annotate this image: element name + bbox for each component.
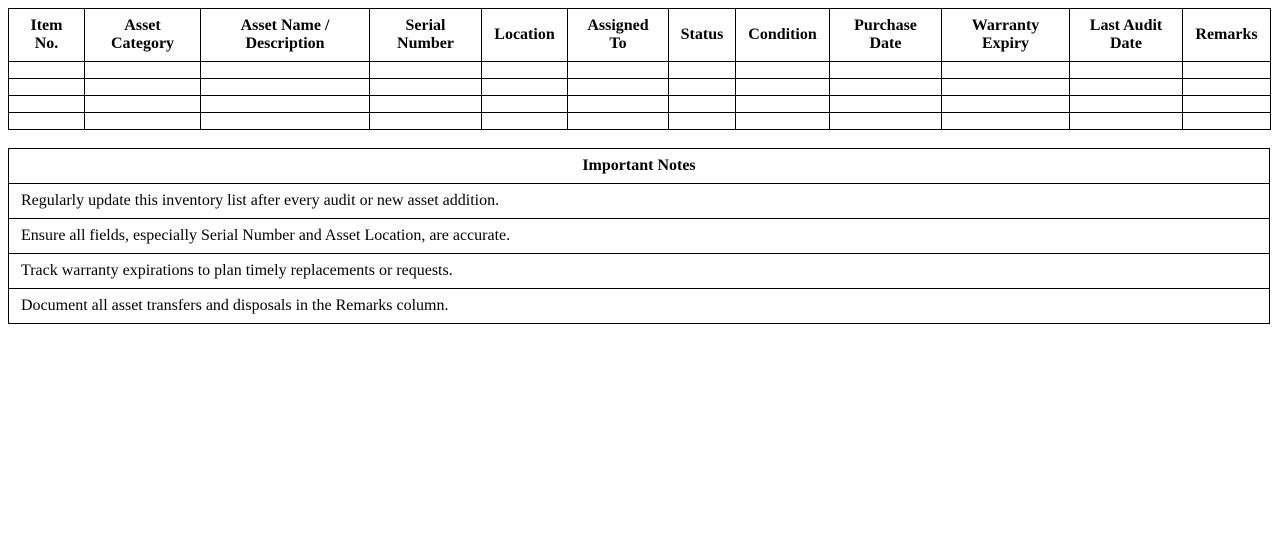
column-header-serial-number: Serial Number bbox=[370, 9, 482, 62]
note-row bbox=[9, 219, 1270, 254]
table-cell[interactable] bbox=[482, 113, 568, 130]
table-cell[interactable] bbox=[201, 113, 370, 130]
notes-header-row bbox=[9, 149, 1270, 184]
table-cell[interactable] bbox=[85, 113, 201, 130]
table-row bbox=[9, 113, 1271, 130]
table-cell[interactable] bbox=[370, 62, 482, 79]
table-cell[interactable] bbox=[1070, 79, 1183, 96]
table-cell[interactable] bbox=[1183, 79, 1271, 96]
table-cell[interactable] bbox=[669, 113, 736, 130]
column-header-asset-category: Asset Category bbox=[85, 9, 201, 62]
column-header-purchase-date: Purchase Date bbox=[830, 9, 942, 62]
table-cell[interactable] bbox=[736, 79, 830, 96]
table-cell[interactable] bbox=[370, 113, 482, 130]
table-cell[interactable] bbox=[201, 62, 370, 79]
table-cell[interactable] bbox=[830, 62, 942, 79]
table-cell[interactable] bbox=[1070, 62, 1183, 79]
column-header-assigned-to: Assigned To bbox=[568, 9, 669, 62]
table-cell[interactable] bbox=[1183, 96, 1271, 113]
table-cell[interactable] bbox=[482, 62, 568, 79]
table-cell[interactable] bbox=[1070, 113, 1183, 130]
table-cell[interactable] bbox=[85, 79, 201, 96]
asset-inventory-table bbox=[8, 8, 1271, 130]
column-header-location: Location bbox=[482, 9, 568, 62]
table-cell[interactable] bbox=[568, 113, 669, 130]
table-cell[interactable] bbox=[736, 113, 830, 130]
table-cell[interactable] bbox=[669, 62, 736, 79]
table-cell[interactable] bbox=[736, 62, 830, 79]
column-header-warranty-expiry: Warranty Expiry bbox=[942, 9, 1070, 62]
table-row bbox=[9, 96, 1271, 113]
table-cell[interactable] bbox=[1183, 113, 1271, 130]
table-cell[interactable] bbox=[568, 62, 669, 79]
table-cell[interactable] bbox=[1183, 62, 1271, 79]
note-row bbox=[9, 289, 1270, 324]
table-cell[interactable] bbox=[830, 96, 942, 113]
note-item: Ensure all fields, especially Serial Number and Asset Location, are accurate. bbox=[9, 219, 1270, 254]
note-item: Document all asset transfers and disposals in the Remarks column. bbox=[9, 289, 1270, 324]
column-header-status: Status bbox=[669, 9, 736, 62]
table-cell[interactable] bbox=[568, 79, 669, 96]
important-notes-table bbox=[8, 148, 1270, 324]
table-cell[interactable] bbox=[669, 96, 736, 113]
table-cell[interactable] bbox=[830, 113, 942, 130]
table-cell[interactable] bbox=[568, 96, 669, 113]
table-row bbox=[9, 79, 1271, 96]
table-cell[interactable] bbox=[942, 62, 1070, 79]
note-item: Track warranty expirations to plan timely replacements or requests. bbox=[9, 254, 1270, 289]
table-row bbox=[9, 62, 1271, 79]
table-cell[interactable] bbox=[201, 96, 370, 113]
column-header-item-no: Item No. bbox=[9, 9, 85, 62]
column-header-condition: Condition bbox=[736, 9, 830, 62]
table-cell[interactable] bbox=[85, 62, 201, 79]
table-cell[interactable] bbox=[370, 96, 482, 113]
note-item: Regularly update this inventory list after every audit or new asset addition. bbox=[9, 184, 1270, 219]
table-cell[interactable] bbox=[9, 79, 85, 96]
table-cell[interactable] bbox=[201, 79, 370, 96]
column-header-last-audit-date: Last Audit Date bbox=[1070, 9, 1183, 62]
table-cell[interactable] bbox=[482, 96, 568, 113]
header-row bbox=[9, 9, 1271, 62]
table-cell[interactable] bbox=[669, 79, 736, 96]
column-header-asset-name: Asset Name / Description bbox=[201, 9, 370, 62]
table-cell[interactable] bbox=[482, 79, 568, 96]
table-cell[interactable] bbox=[942, 113, 1070, 130]
table-cell[interactable] bbox=[9, 62, 85, 79]
table-cell[interactable] bbox=[1070, 96, 1183, 113]
table-cell[interactable] bbox=[370, 79, 482, 96]
table-cell[interactable] bbox=[830, 79, 942, 96]
table-cell[interactable] bbox=[9, 113, 85, 130]
table-cell[interactable] bbox=[942, 79, 1070, 96]
notes-title: Important Notes bbox=[9, 149, 1270, 184]
note-row bbox=[9, 254, 1270, 289]
column-header-remarks: Remarks bbox=[1183, 9, 1271, 62]
note-row bbox=[9, 184, 1270, 219]
table-cell[interactable] bbox=[85, 96, 201, 113]
table-cell[interactable] bbox=[736, 96, 830, 113]
table-cell[interactable] bbox=[942, 96, 1070, 113]
table-cell[interactable] bbox=[9, 96, 85, 113]
